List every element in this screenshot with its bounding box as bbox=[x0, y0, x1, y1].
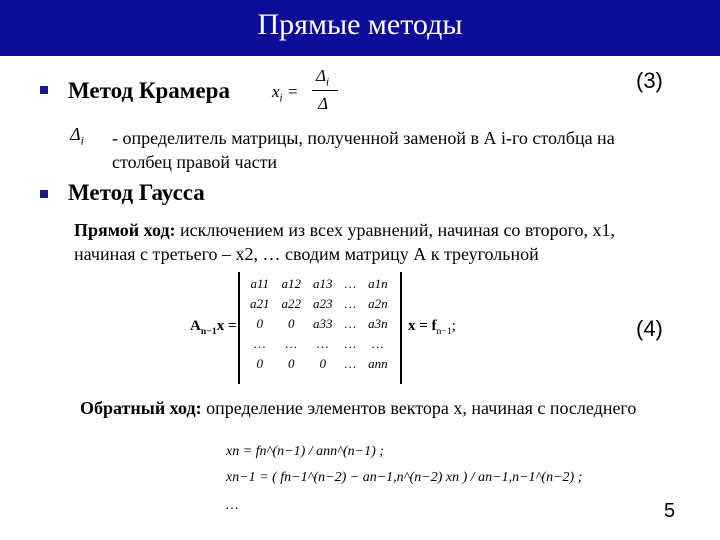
delta-symbol: Δ bbox=[70, 124, 81, 144]
matrix-cell: 0 bbox=[319, 356, 326, 371]
matrix-x-eq: x = bbox=[216, 318, 237, 334]
backward-label: Обратный ход: bbox=[80, 398, 202, 418]
matrix-cell: a13 bbox=[313, 276, 333, 291]
matrix-cell: … bbox=[344, 356, 357, 371]
matrix-row bbox=[244, 354, 394, 374]
forward-label: Прямой ход: bbox=[74, 220, 176, 240]
cramer-formula-lhs: $x_i$ = bbox=[272, 82, 299, 105]
matrix-rhs-main: x = f bbox=[408, 318, 437, 334]
forward-text: исключением из всех уравнений, начиная со второго, x1, bbox=[175, 220, 616, 240]
matrix-cell: … bbox=[344, 336, 357, 351]
matrix-cell: … bbox=[344, 296, 357, 311]
matrix-cell: 0 bbox=[288, 316, 295, 331]
matrix-row bbox=[244, 294, 394, 314]
matrix-right-bar bbox=[400, 272, 402, 384]
equation-number-4: (4) bbox=[636, 316, 663, 341]
matrix-cell: … bbox=[285, 336, 298, 351]
matrix-rhs-end: ; bbox=[451, 318, 456, 334]
bullet-square-icon bbox=[40, 190, 48, 198]
cramer-formula-denominator: Δ bbox=[318, 94, 328, 113]
gauss-forward-line2: начиная с третьего – x2, … сводим матрицу А к треугольной bbox=[74, 244, 539, 264]
matrix-cell: a3n bbox=[368, 316, 388, 331]
matrix-cell: a11 bbox=[250, 276, 270, 291]
gauss-backward-line bbox=[80, 396, 636, 420]
matrix-rhs bbox=[408, 318, 456, 337]
matrix-cell: ann bbox=[368, 356, 388, 371]
cramer-formula-numerator bbox=[316, 66, 329, 88]
matrix-cell: 0 bbox=[256, 316, 263, 331]
matrix-lhs bbox=[190, 318, 237, 337]
delta-i-symbol bbox=[70, 124, 84, 148]
fraction-line bbox=[312, 90, 338, 91]
bullet-square-icon bbox=[40, 86, 48, 94]
formula-delta: Δ bbox=[316, 66, 326, 85]
matrix-A-sub: n−1 bbox=[200, 326, 217, 337]
formula-x: x bbox=[272, 82, 280, 101]
matrix-cell: … bbox=[344, 276, 357, 291]
matrix-cell: a12 bbox=[281, 276, 301, 291]
matrix-cell: … bbox=[372, 336, 384, 351]
matrix-A: A bbox=[190, 318, 201, 334]
cramer-description-line2: столбец правой части bbox=[112, 152, 278, 172]
matrix-cell: … bbox=[344, 316, 357, 331]
matrix-cell: 0 bbox=[288, 356, 295, 371]
matrix-cell: a23 bbox=[313, 296, 333, 311]
backward-text: определение элементов вектора x, начиная с последнего bbox=[201, 398, 637, 418]
matrix-row bbox=[244, 334, 394, 354]
matrix-cell: a21 bbox=[250, 296, 270, 311]
backward-eq-3: … bbox=[226, 498, 239, 513]
matrix-cell: 0 bbox=[256, 356, 263, 371]
matrix-cell: a33 bbox=[313, 316, 333, 331]
matrix-cell: a2n bbox=[368, 296, 388, 311]
cramer-description-line1: - определитель матрицы, полученной заменой в А i-го столбца на bbox=[112, 128, 615, 148]
matrix-row bbox=[244, 274, 394, 294]
page-number: 5 bbox=[664, 500, 676, 522]
gauss-heading: Метод Гаусса bbox=[68, 180, 205, 205]
formula-delta-sub: i bbox=[325, 76, 330, 89]
matrix-table bbox=[244, 274, 394, 374]
matrix-row bbox=[244, 314, 394, 334]
matrix-rhs-sub: n−1 bbox=[436, 326, 452, 337]
backward-eq-2: xn−1 = ( fn−1^(n−2) − an−1,n^(n−2) xn ) / an−1,n−1^(n−2) ; bbox=[226, 470, 583, 485]
matrix-left-bar bbox=[238, 272, 240, 384]
matrix-cell: a22 bbox=[281, 296, 301, 311]
matrix-cell: … bbox=[253, 336, 266, 351]
matrix-cell: a1n bbox=[368, 276, 388, 291]
gauss-forward-line1 bbox=[74, 218, 615, 242]
matrix-cell: … bbox=[316, 336, 329, 351]
equation-number-3: (3) bbox=[636, 68, 663, 93]
slide-title: Прямые методы bbox=[257, 8, 463, 41]
cramer-heading: Метод Крамера bbox=[68, 78, 230, 103]
formula-x-sub: i bbox=[279, 92, 283, 105]
delta-sub: i bbox=[80, 134, 84, 148]
backward-eq-1: xn = fn^(n−1) / ann^(n−1) ; bbox=[226, 444, 384, 459]
